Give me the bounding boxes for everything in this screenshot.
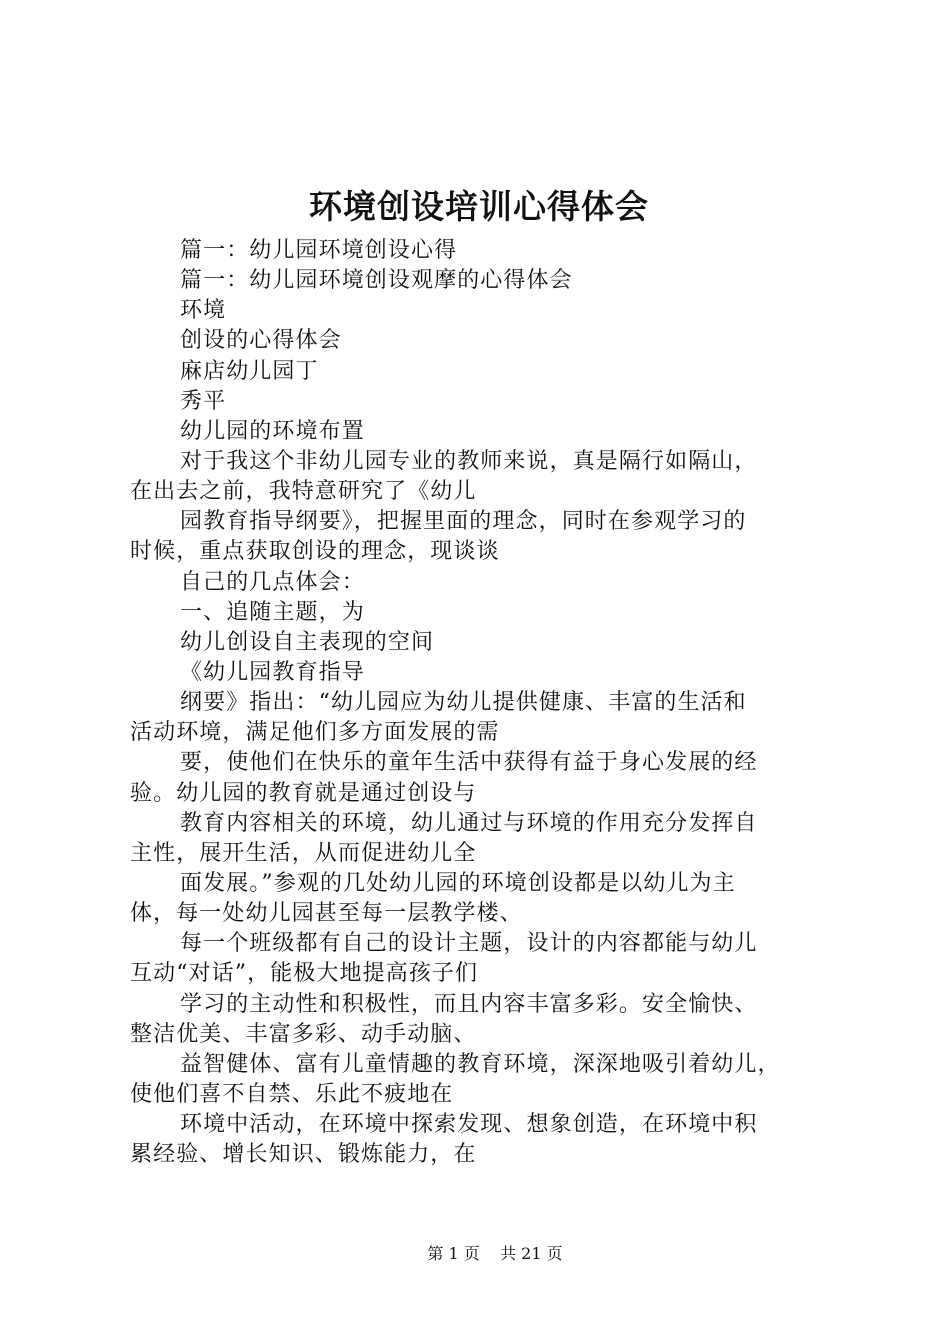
body-line: 学习的主动性和积极性，而且内容丰富多彩。安全愉快、 [180,991,758,1017]
body-line: 验。幼儿园的教育就是通过创设与 [130,780,477,806]
body-line: 使他们喜不自禁、乐此不疲地在 [130,1081,454,1107]
body-line: 互动“对话”，能极大地提高孩子们 [130,961,479,987]
body-line: 一、追随主题，为 [180,599,365,625]
body-line: 主性，展开生活，从而促进幼儿全 [130,840,477,866]
body-line: 环境中活动，在环境中探索发现、想象创造，在环境中积 [180,1112,758,1138]
body-line: 面发展。”参观的几处幼儿园的环境创设都是以幼儿为主 [180,870,736,896]
body-line: 对于我这个非幼儿园专业的教师来说，真是隔行如隔山， [180,448,758,474]
body-line: 在出去之前，我特意研究了《幼儿 [130,479,477,505]
body-line: 累经验、增长知识、锻炼能力，在 [130,1142,477,1168]
body-line: 篇一：幼儿园环境创设观摩的心得体会 [180,268,573,294]
body-line: 园教育指导纲要》，把握里面的理念，同时在参观学习的 [180,509,747,535]
body-line: 要，使他们在快乐的童年生活中获得有益于身心发展的经 [180,750,758,776]
body-line: 幼儿创设自主表现的空间 [180,629,435,655]
document-body [130,236,830,1170]
body-line: 自己的几点体会： [180,569,365,595]
body-line: 环境 [180,298,227,324]
page-total: 共 21 页 [500,1244,563,1263]
body-line: 体，每一处幼儿园甚至每一层教学楼、 [130,901,523,927]
body-line: 每一个班级都有自己的设计主题，设计的内容都能与幼儿 [180,931,758,957]
page-footer [0,1244,950,1264]
body-line: 整洁优美、丰富多彩、动手动脑、 [130,1021,477,1047]
page-number: 第 1 页 [427,1244,480,1263]
body-line: 时候，重点获取创设的理念，现谈谈 [130,539,500,565]
body-line: 益智健体、富有儿童情趣的教育环境，深深地吸引着幼儿， [180,1051,781,1077]
page-separator [485,1244,495,1263]
body-line: 创设的心得体会 [180,328,342,354]
body-line: 篇一：幼儿园环境创设心得 [180,238,458,263]
body-line: 幼儿园的环境布置 [180,418,365,444]
document-title: 环境创设培训心得体会 [309,187,649,226]
body-line: 秀平 [180,388,227,414]
body-line: 麻店幼儿园丁 [180,358,319,384]
body-line: 活动环境，满足他们多方面发展的需 [130,720,500,746]
body-line: 纲要》指出：“幼儿园应为幼儿提供健康、丰富的生活和 [180,690,747,716]
body-line: 教育内容相关的环境，幼儿通过与环境的作用充分发挥自 [180,810,758,836]
body-line: 《幼儿园教育指导 [180,659,365,685]
